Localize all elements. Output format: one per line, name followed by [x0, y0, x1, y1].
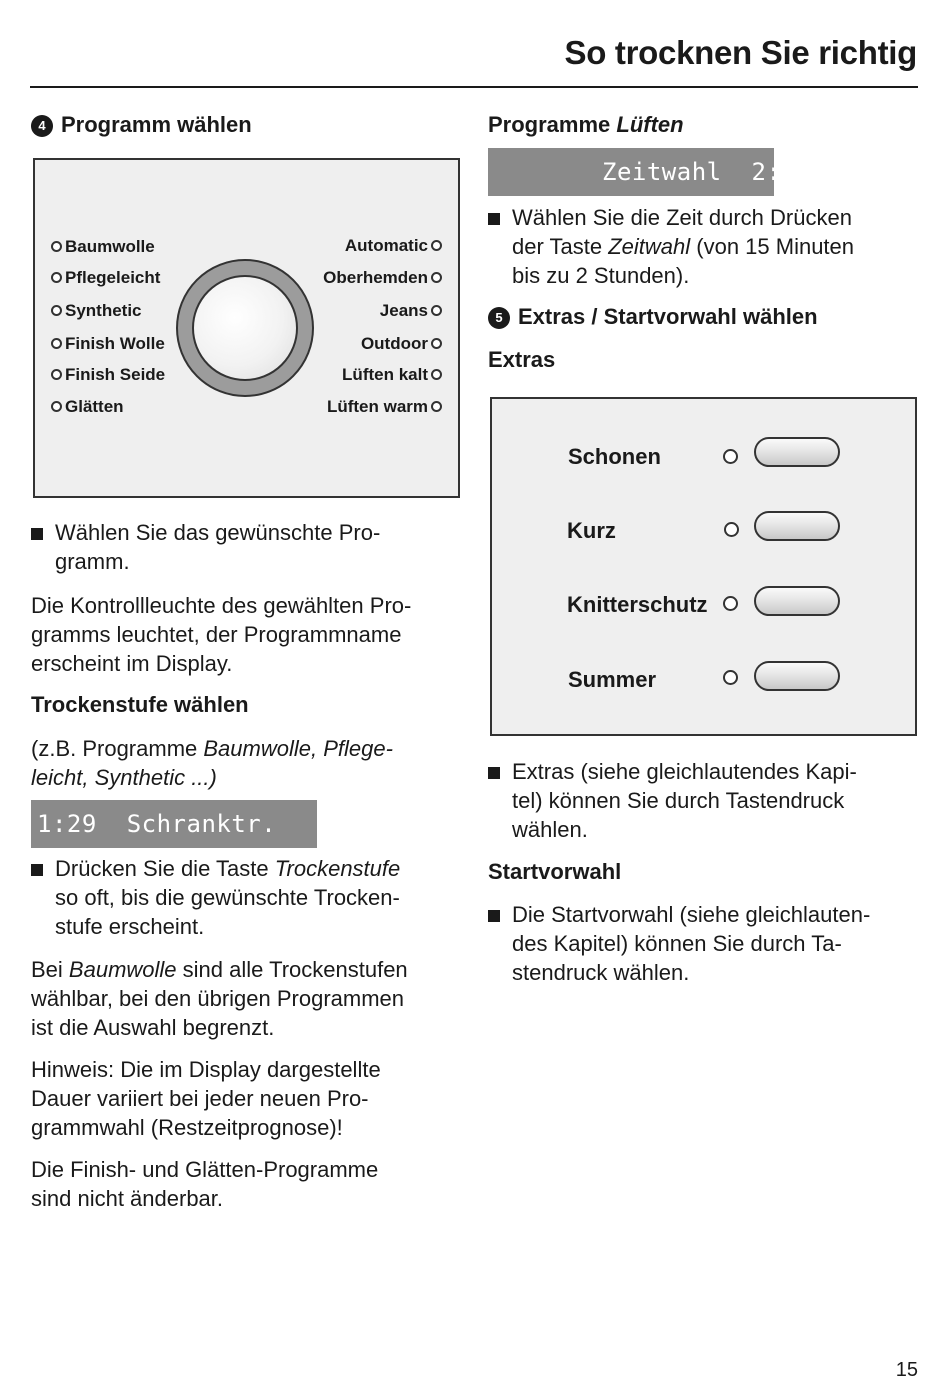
program-label: Lüften warm [326, 397, 428, 416]
subheading-startvorwahl: Startvorwahl [488, 859, 622, 884]
instruction-bullet [31, 854, 400, 941]
text-fragment: Bei [31, 957, 69, 982]
program-label: Outdoor [360, 334, 428, 353]
text-line: erscheint im Display. [31, 651, 233, 676]
text-line [31, 734, 393, 763]
program-label: Baumwolle [65, 237, 155, 256]
italic-fragment: Lüften [616, 112, 684, 137]
indicator-light-icon [723, 670, 738, 685]
text-fragment: (von 15 Minuten [690, 234, 855, 259]
instruction-bullet [488, 900, 870, 987]
text-line [55, 854, 400, 883]
bullet-square-icon [488, 767, 500, 779]
program-selector-panel [33, 158, 460, 498]
section-title: Programm wählen [61, 112, 252, 137]
paragraph-hinweis [31, 1055, 381, 1142]
program-label: Oberhemden [323, 268, 428, 287]
section-heading-programm [31, 112, 252, 138]
indicator-light-icon [431, 240, 442, 251]
text-line: grammwahl (Restzeitprognose)! [31, 1115, 343, 1140]
program-option[interactable] [51, 268, 160, 288]
indicator-light-icon [51, 401, 62, 412]
indicator-light-icon [723, 596, 738, 611]
extra-button[interactable] [754, 586, 840, 616]
text-line: des Kapitel) können Sie durch Ta- [512, 931, 842, 956]
program-selector-knob[interactable] [176, 259, 314, 397]
program-label: Jeans [379, 301, 428, 320]
text-fragment: der Taste [512, 234, 609, 259]
extra-label: Kurz [567, 518, 616, 543]
step-number-4: 4 [31, 115, 53, 137]
text-line: Hinweis: Die im Display dargestellte [31, 1057, 381, 1082]
indicator-light-icon [431, 272, 442, 283]
italic-fragment: Baumwolle, Pflege- [203, 736, 393, 761]
program-label: Synthetic [65, 301, 142, 320]
bullet-square-icon [31, 864, 43, 876]
program-label: Finish Wolle [65, 334, 165, 353]
italic-fragment: leicht, Synthetic ...) [31, 765, 217, 790]
indicator-light-icon [51, 241, 62, 252]
indicator-light-icon [431, 305, 442, 316]
text-line: gramm. [55, 549, 130, 574]
extra-button[interactable] [754, 661, 840, 691]
paragraph-example [31, 734, 393, 792]
text-fragment: Programme [488, 112, 617, 137]
text-line: tel) können Sie durch Tastendruck [512, 788, 845, 813]
program-label: Finish Seide [65, 365, 166, 384]
text-line: stufe erscheint. [55, 914, 205, 939]
text-line [512, 232, 854, 261]
text-line: Die Finish- und Glätten-Programme [31, 1157, 379, 1182]
text-line: sind nicht änderbar. [31, 1186, 224, 1211]
instruction-bullet [488, 757, 857, 844]
instruction-bullet [488, 203, 854, 290]
program-option[interactable] [51, 301, 142, 321]
program-option[interactable] [51, 397, 124, 417]
program-option[interactable] [327, 397, 442, 417]
extra-label: Summer [568, 667, 657, 692]
indicator-light-icon [724, 522, 739, 537]
indicator-light-icon [431, 369, 442, 380]
program-option[interactable] [51, 334, 165, 354]
italic-fragment: Trockenstufe [274, 856, 401, 881]
program-option[interactable] [323, 268, 442, 288]
text-line [31, 955, 408, 984]
lcd-display-zeitwahl: Zeitwahl 2:00 [488, 148, 774, 196]
text-line: Wählen Sie das gewünschte Pro- [55, 520, 381, 545]
page-title: So trocknen Sie richtig [564, 34, 917, 71]
section-heading-extras-startvorwahl [488, 304, 818, 330]
title-rule [30, 86, 918, 88]
paragraph [31, 1155, 378, 1213]
indicator-light-icon [431, 401, 442, 412]
indicator-light-icon [51, 369, 62, 380]
italic-fragment: Zeitwahl [608, 234, 691, 259]
paragraph [31, 591, 411, 678]
program-label: Glätten [65, 397, 124, 416]
text-line: bis zu 2 Stunden). [512, 263, 690, 288]
subheading-extras: Extras [488, 347, 556, 372]
page-number: 15 [895, 1359, 918, 1380]
text-line: gramms leuchtet, der Programmname [31, 622, 402, 647]
program-label: Pflegeleicht [65, 268, 161, 287]
text-fragment: sind alle Trockenstufen [176, 957, 408, 982]
program-option[interactable] [361, 334, 442, 354]
program-option[interactable] [51, 237, 155, 257]
text-line: Wählen Sie die Zeit durch Drücken [512, 205, 852, 230]
text-line: wählbar, bei den übrigen Programmen [31, 986, 405, 1011]
text-line [31, 763, 393, 792]
knob-center [192, 275, 298, 381]
extra-label: Schonen [568, 444, 661, 469]
program-option[interactable] [51, 365, 165, 385]
italic-fragment: Baumwolle [68, 957, 177, 982]
program-option[interactable] [342, 365, 442, 385]
text-fragment: Drücken Sie die Taste [55, 856, 275, 881]
text-line: Die Startvorwahl (siehe gleichlauten- [512, 902, 871, 927]
text-line: Dauer variiert bei jeder neuen Pro- [31, 1086, 369, 1111]
instruction-bullet [31, 518, 380, 576]
extra-button[interactable] [754, 511, 840, 541]
subheading-programme-luften [488, 112, 684, 138]
text-line: wählen. [512, 817, 588, 842]
text-fragment: (z.B. Programme [31, 736, 204, 761]
text-line: stendruck wählen. [512, 960, 690, 985]
text-line: so oft, bis die gewünschte Trocken- [55, 885, 400, 910]
program-label: Automatic [344, 236, 428, 255]
paragraph [31, 955, 408, 1042]
text-line: Die Kontrollleuchte des gewählten Pro- [31, 593, 412, 618]
extra-label: Knitterschutz [567, 592, 708, 617]
indicator-light-icon [51, 338, 62, 349]
extra-button[interactable] [754, 437, 840, 467]
bullet-square-icon [488, 910, 500, 922]
indicator-light-icon [723, 449, 738, 464]
bullet-square-icon [31, 528, 43, 540]
program-label: Lüften kalt [342, 365, 428, 384]
text-line: Extras (siehe gleichlautendes Kapi- [512, 759, 857, 784]
lcd-display-trockenstufe: 1:29 Schranktr. [31, 800, 317, 848]
section-title: Extras / Startvorwahl wählen [518, 304, 818, 329]
subheading-trockenstufe: Trockenstufe wählen [31, 692, 249, 717]
step-number-5: 5 [488, 307, 510, 329]
program-option[interactable] [380, 301, 442, 321]
indicator-light-icon [51, 272, 62, 283]
text-line: ist die Auswahl begrenzt. [31, 1015, 275, 1040]
indicator-light-icon [431, 338, 442, 349]
program-option[interactable] [345, 236, 442, 256]
bullet-square-icon [488, 213, 500, 225]
indicator-light-icon [51, 305, 62, 316]
extras-panel [490, 397, 917, 736]
